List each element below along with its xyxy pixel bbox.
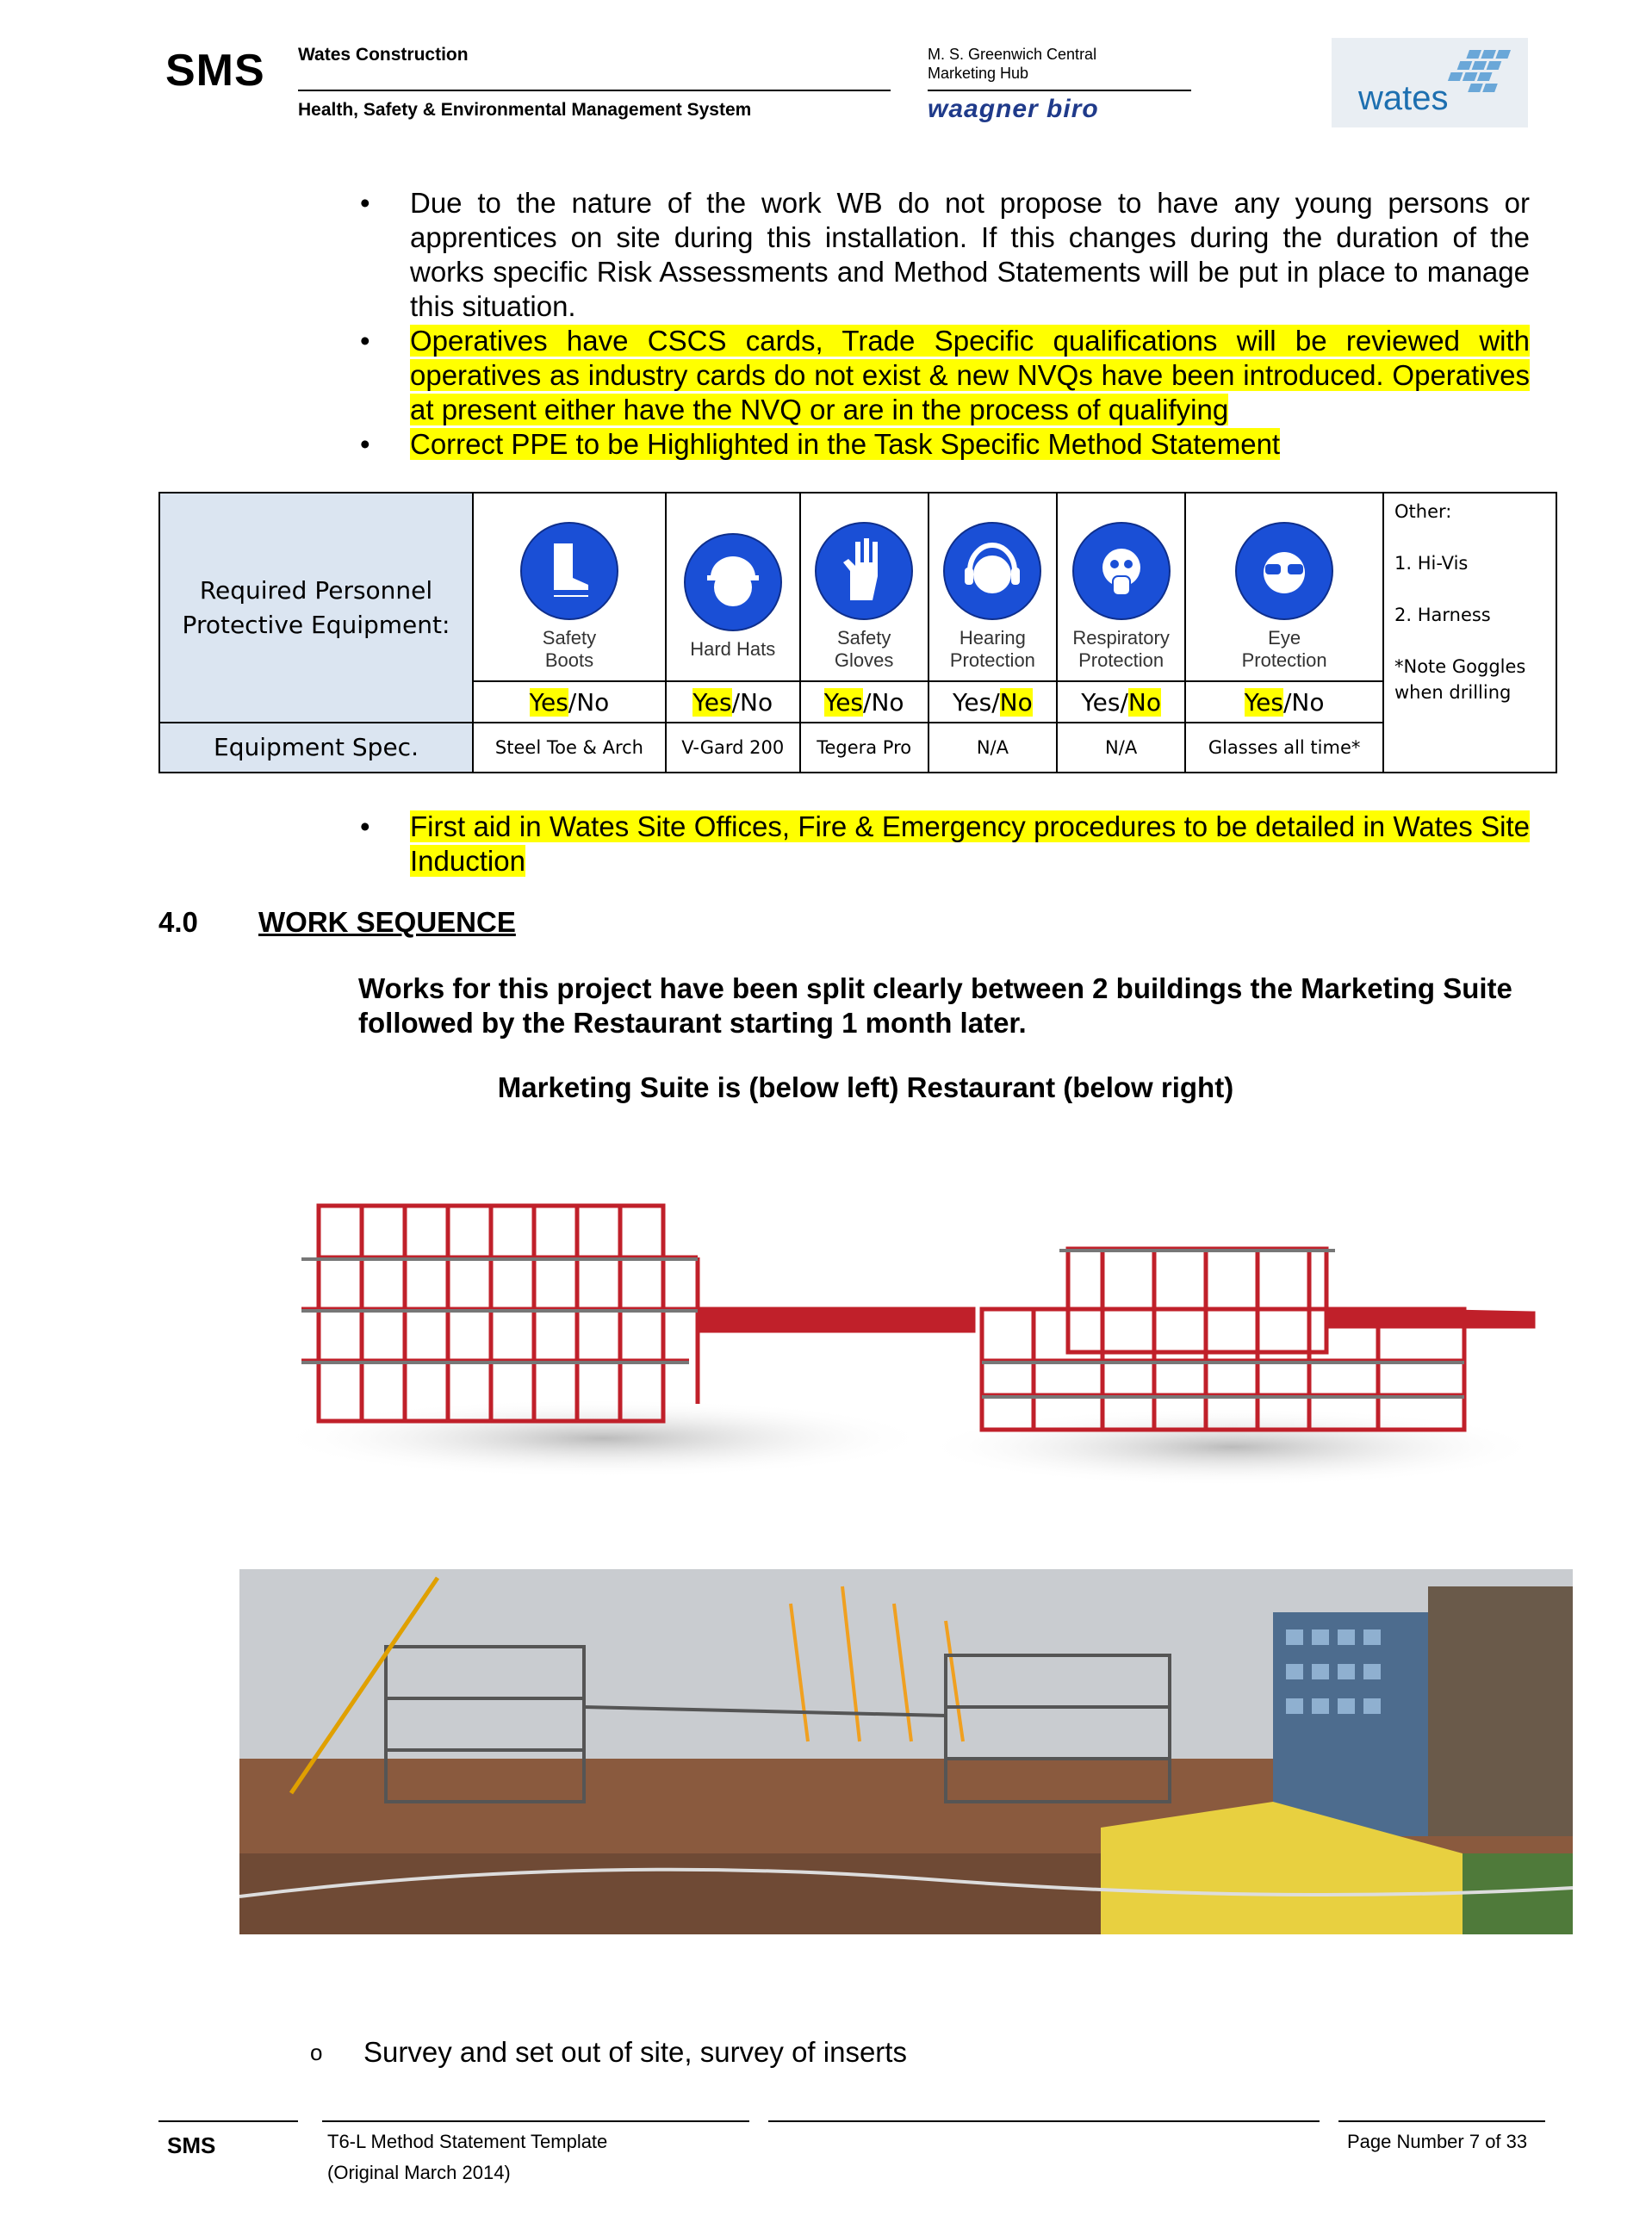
- bullet-item-young-persons: [353, 186, 1530, 324]
- footer-page-number: Page Number 7 of 33: [1347, 2131, 1528, 2152]
- bullet-dot: •: [360, 810, 370, 842]
- ppe-cell-safety-boots: [473, 493, 666, 681]
- ppe-cell-hard-hat: [666, 493, 800, 681]
- header-project-line1: M. S. Greenwich Central: [928, 46, 1097, 63]
- site-photo: [239, 1569, 1573, 1934]
- hard-hat-icon: [684, 533, 782, 631]
- bullet-item-cscs: [353, 324, 1530, 427]
- ppe-spec-eye: Glasses all time*: [1185, 723, 1383, 773]
- ppe-name: Safety: [542, 626, 597, 649]
- ppe-yn-respiratory: Yes/No: [1057, 681, 1185, 723]
- bullet-list-top: [353, 186, 1530, 462]
- ppe-required-label: Required Personnel Protective Equipment:: [159, 493, 473, 723]
- no-option: No: [740, 687, 773, 717]
- ppe-name: Protection: [1241, 649, 1327, 671]
- eye-protection-icon: [1235, 522, 1333, 620]
- wates-logo-text: wates: [1358, 79, 1449, 117]
- ppe-cell-safety-gloves: [800, 493, 928, 681]
- no-selected: No: [1127, 687, 1161, 717]
- ppe-name: Eye: [1268, 626, 1301, 649]
- bullet-list-firstaid: [353, 810, 1530, 878]
- section-title: WORK SEQUENCE: [258, 906, 516, 938]
- yes-option: Yes: [1081, 687, 1121, 717]
- ppe-other-item: 2. Harness: [1394, 605, 1491, 625]
- ppe-yn-gloves: Yes/No: [800, 681, 928, 723]
- yes-selected: Yes: [823, 687, 864, 717]
- ppe-spec-boots: Steel Toe & Arch: [473, 723, 666, 773]
- footer-rule: [322, 2120, 749, 2122]
- ppe-name: Boots: [544, 649, 594, 671]
- footer-sms: SMS: [167, 2132, 216, 2158]
- ppe-yn-boots: Yes/No: [473, 681, 666, 723]
- ppe-spec-gloves: Tegera Pro: [800, 723, 928, 773]
- section-intro: Works for this project have been split clearly between 2 buildings the Marketing Suite followed by the Restaurant starting 1 month later.: [358, 972, 1512, 1039]
- section-number: 4.0: [158, 906, 198, 938]
- ppe-name: Hard Hats: [690, 637, 776, 660]
- ppe-yn-hardhat: Yes/No: [666, 681, 800, 723]
- ppe-spec-respiratory: N/A: [1057, 723, 1185, 773]
- bullet-text-highlighted: First aid in Wates Site Offices, Fire & Emergency procedures to be detailed in Wates Site Induction: [410, 810, 1530, 877]
- safety-gloves-icon: [815, 522, 913, 620]
- footer-template: T6-L Method Statement Template: [327, 2131, 608, 2152]
- ppe-name: Hearing: [959, 626, 1026, 649]
- bullet-text-highlighted: Correct PPE to be Highlighted in the Task Specific Method Statement: [410, 428, 1281, 460]
- ppe-spec-hearing: N/A: [928, 723, 1057, 773]
- footer-rule: [1338, 2120, 1545, 2122]
- ppe-cell-respiratory: [1057, 493, 1185, 681]
- header-company: Wates Construction: [298, 45, 469, 65]
- ppe-spec-hardhat: V-Gard 200: [666, 723, 800, 773]
- header-project-line2: Marketing Hub: [928, 65, 1029, 82]
- bullet-text-highlighted: Operatives have CSCS cards, Trade Specific qualifications will be reviewed with operatives as industry cards do not exist & new NVQs have been introduced. Operatives at present either have the NVQ or are in the process of qualifying: [410, 325, 1530, 425]
- ppe-cell-eye: [1185, 493, 1383, 681]
- waagner-biro-logo: waagner biro: [928, 95, 1099, 123]
- hearing-protection-icon: [943, 522, 1041, 620]
- sub-bullet-text: Survey and set out of site, survey of inserts: [363, 2036, 907, 2068]
- ppe-name: Gloves: [834, 649, 894, 671]
- ppe-name: Protection: [1078, 649, 1164, 671]
- bullet-item-firstaid: [353, 810, 1530, 878]
- header-rule: [298, 90, 891, 91]
- ppe-other-cell: [1383, 493, 1556, 773]
- steel-frame-render: [241, 1180, 1550, 1490]
- bullet-dot: •: [360, 325, 370, 357]
- ppe-other-heading: Other:: [1394, 501, 1452, 522]
- bullet-dot: •: [360, 428, 370, 460]
- bullet-dot: •: [360, 187, 370, 219]
- no-option: No: [576, 687, 610, 717]
- bullet-text: Due to the nature of the work WB do not propose to have any young persons or apprentices on site during this installation. If this changes during the duration of the works specific Risk Assessments and Method Statements will be put in place to manage this situation.: [410, 187, 1530, 322]
- footer-rule: [768, 2120, 1320, 2122]
- ppe-spec-label: Equipment Spec.: [159, 723, 473, 773]
- bullet-item-ppe: [353, 427, 1530, 462]
- no-option: No: [871, 687, 904, 717]
- ppe-cell-hearing: [928, 493, 1057, 681]
- ppe-table: [158, 492, 1557, 773]
- yes-selected: Yes: [529, 687, 568, 717]
- ppe-name: Protection: [949, 649, 1035, 671]
- footer-original: (Original March 2014): [327, 2162, 511, 2183]
- header-project: [928, 45, 1096, 83]
- ppe-yn-eye: Yes/No: [1185, 681, 1383, 723]
- header-sms: SMS: [165, 46, 265, 96]
- ppe-name: Safety: [836, 626, 891, 649]
- ppe-other-item: 1. Hi-Vis: [1394, 553, 1469, 574]
- yes-option: Yes: [953, 687, 992, 717]
- respiratory-protection-icon: [1072, 522, 1171, 620]
- ppe-other-note: *Note Goggles when drilling: [1394, 656, 1526, 703]
- footer-rule: [158, 2120, 298, 2122]
- yes-selected: Yes: [692, 687, 732, 717]
- sub-bullet-circle: o: [310, 2039, 323, 2065]
- no-selected: No: [999, 687, 1033, 717]
- header-system: Health, Safety & Environmental Management System: [298, 100, 752, 120]
- no-option: No: [1291, 687, 1325, 717]
- yes-selected: Yes: [1244, 687, 1283, 717]
- ppe-yn-hearing: Yes/No: [928, 681, 1057, 723]
- safety-boots-icon: [520, 522, 618, 620]
- ppe-name: Respiratory: [1072, 626, 1170, 649]
- image-caption: Marketing Suite is (below left) Restaurant (below right): [497, 1071, 1234, 1103]
- header-rule-right: [928, 90, 1191, 91]
